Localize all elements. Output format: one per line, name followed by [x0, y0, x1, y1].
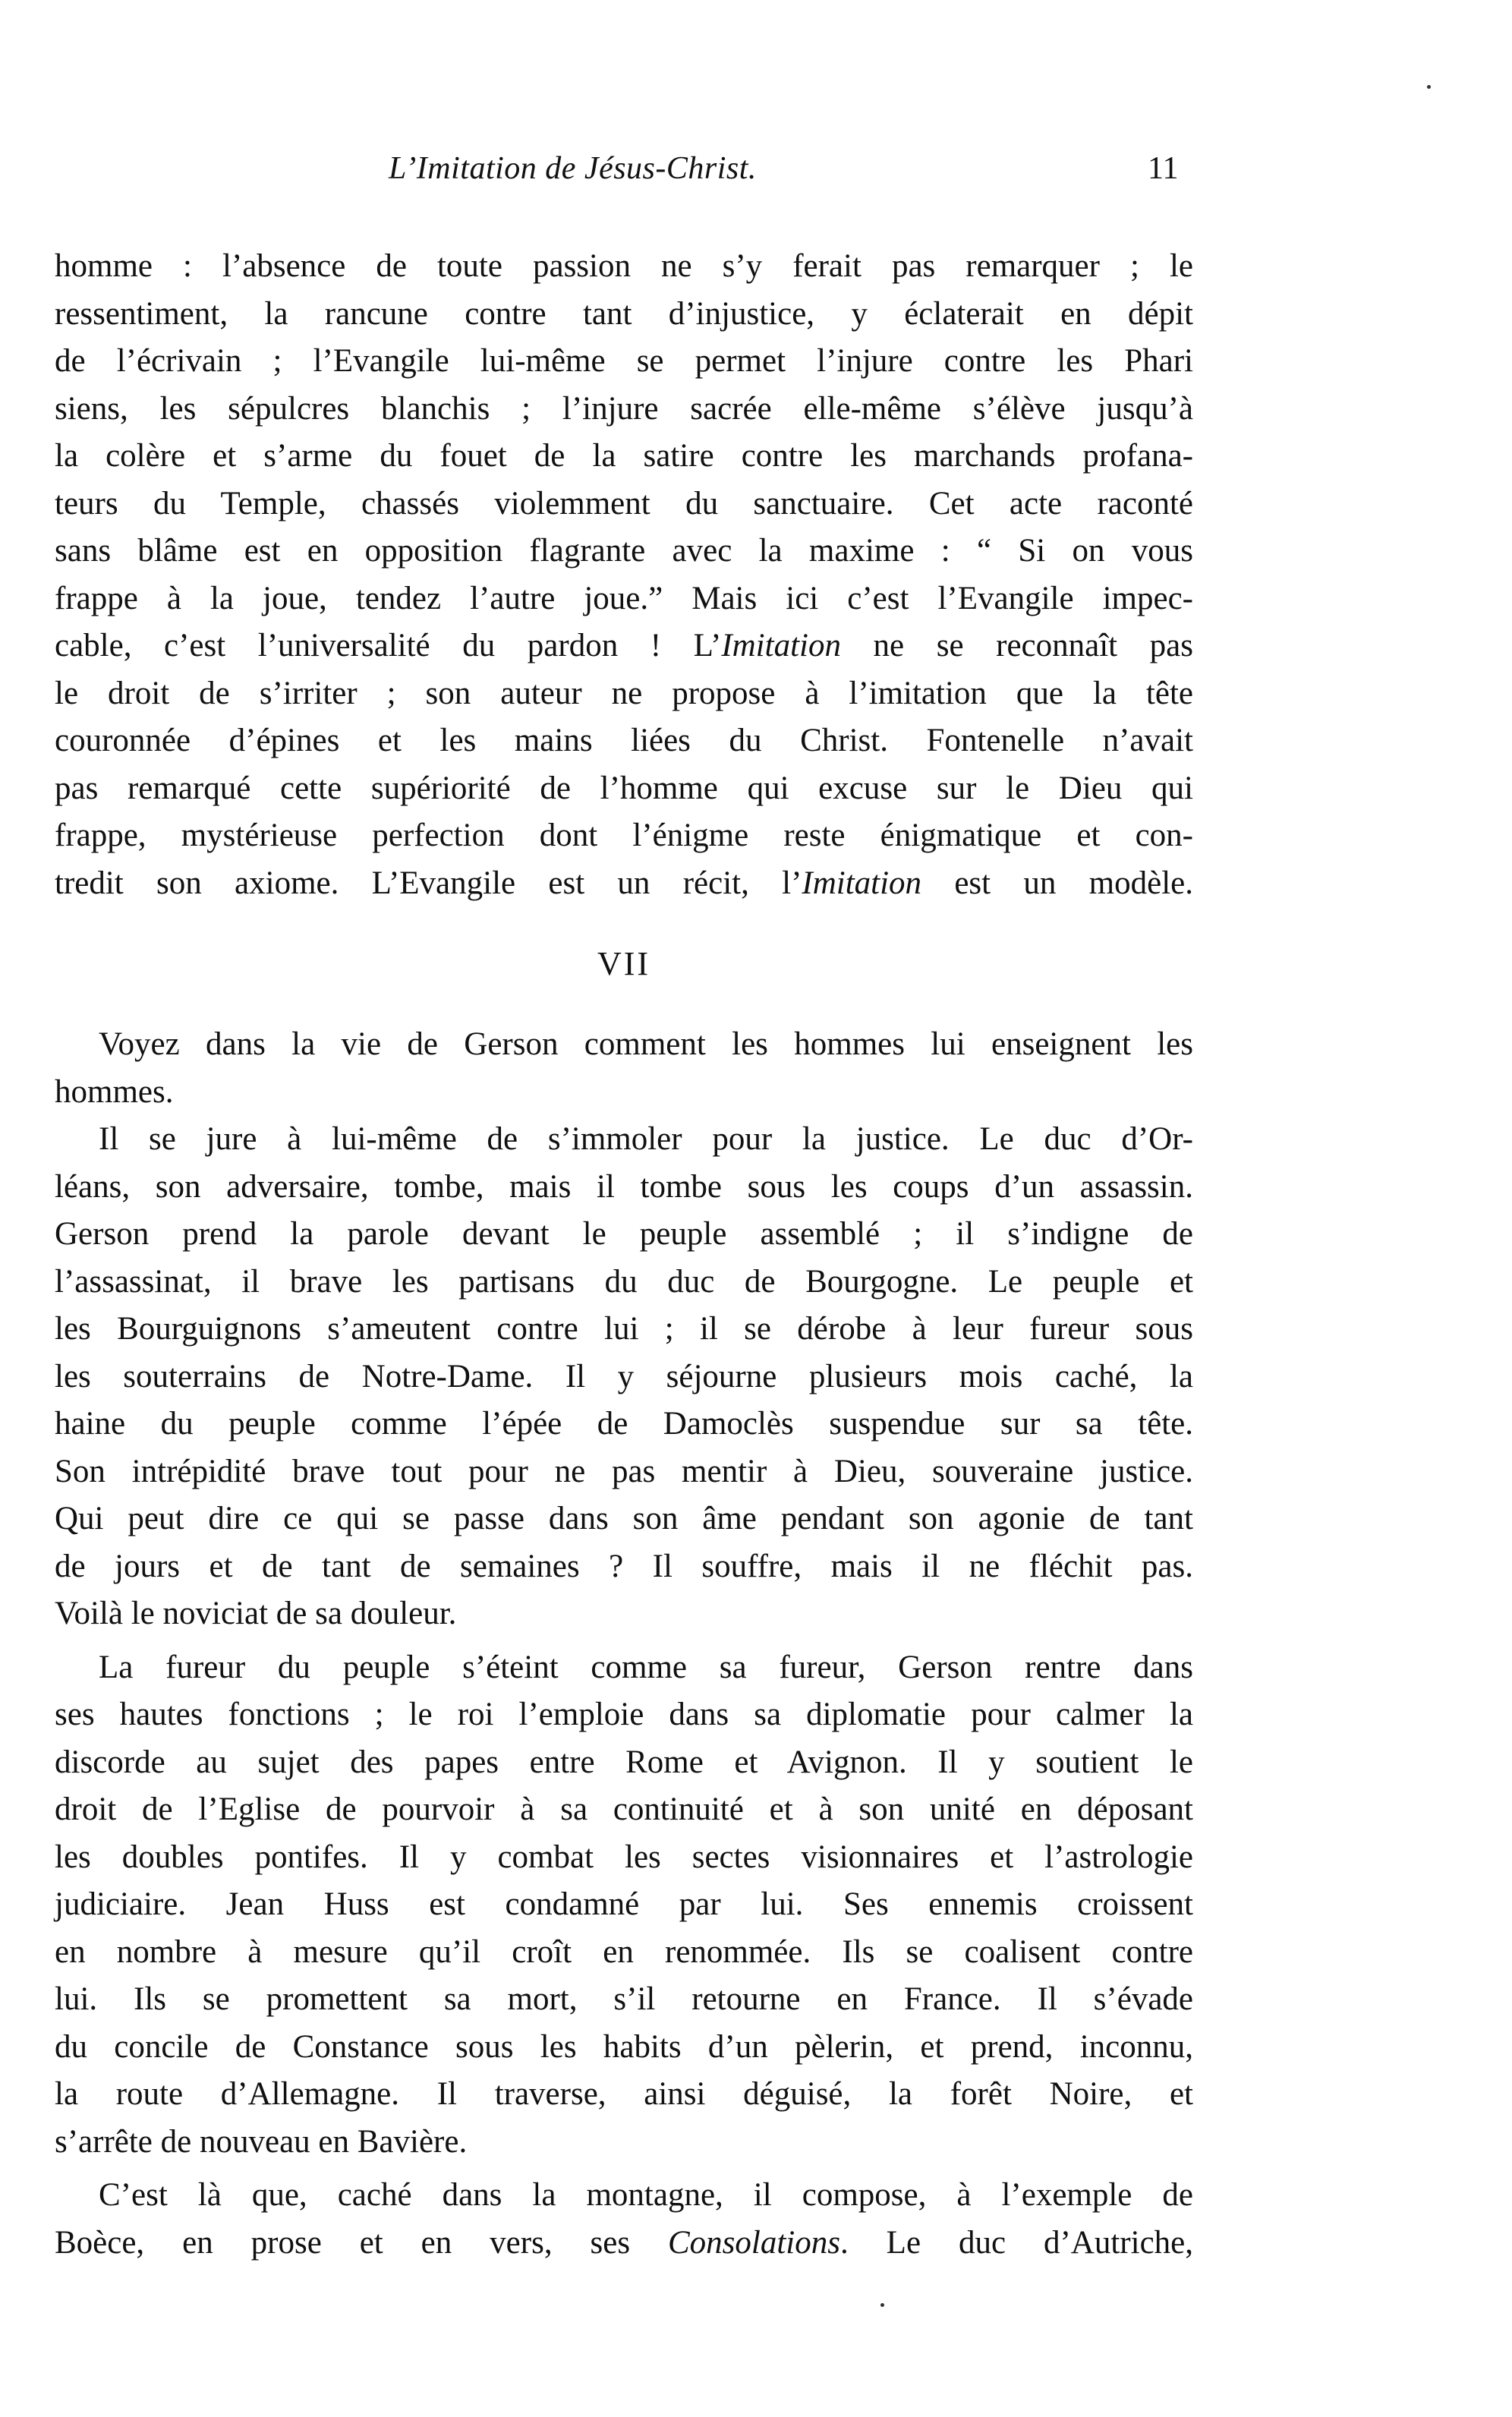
text-line: discorde au sujet des papes entre Rome et Avignon. Il y soutient le — [55, 1744, 1193, 1780]
text-line: Il se jure à lui-même de s’immoler pour la justice. Le duc d’Or- — [99, 1121, 1193, 1157]
text-line: les doubles pontifes. Il y combat les sectes visionnaires et l’astrologie — [55, 1839, 1193, 1875]
text-line: de l’écrivain ; l’Evangile lui-même se permet l’injure contre les Phari — [55, 343, 1193, 379]
page-number: 11 — [1148, 151, 1179, 186]
text-line: La fureur du peuple s’éteint comme sa fureur, Gerson rentre dans — [99, 1649, 1193, 1685]
text-line: le droit de s’irriter ; son auteur ne propose à l’imitation que la tête — [55, 675, 1193, 711]
text-line: tredit son axiome. L’Evangile est un récit, l’Imitation est un modèle. — [55, 865, 1193, 901]
paragraph — [55, 243, 1193, 907]
paragraph — [55, 1116, 1193, 1638]
section-heading: VII — [597, 945, 651, 982]
body-text — [55, 243, 1193, 2267]
text-line: Boèce, en prose et en vers, ses Consolations. Le duc d’Autriche, — [55, 2224, 1193, 2261]
text-line: teurs du Temple, chassés violemment du sanctuaire. Cet acte raconté — [55, 485, 1193, 522]
scan-speck — [1427, 85, 1431, 89]
text-line: les Bourguignons s’ameutent contre lui ; il se dérobe à leur fureur sous — [55, 1311, 1193, 1347]
text-line: s’arrête de nouveau en Bavière. — [55, 2123, 468, 2160]
text-line: hommes. — [55, 1073, 174, 1110]
paragraph — [55, 1021, 1193, 1116]
text-line: cable, c’est l’universalité du pardon ! L’Imitation ne se reconnaît pas — [55, 628, 1193, 663]
text-line: ses hautes fonctions ; le roi l’emploie dans sa diplomatie pour calmer la — [55, 1697, 1193, 1732]
text-line: lui. Ils se promettent sa mort, s’il retourne en France. Il s’évade — [55, 1981, 1193, 2017]
scan-speck — [880, 2303, 884, 2307]
text-line: frappe à la joue, tendez l’autre joue.” Mais ici c’est l’Evangile impec- — [55, 580, 1193, 616]
text-line: siens, les sépulcres blanchis ; l’injure sacrée elle-même s’élève jusqu’à — [55, 390, 1193, 427]
text-line: léans, son adversaire, tombe, mais il tombe sous les coups d’un assassin. — [55, 1168, 1193, 1205]
text-line: frappe, mystérieuse perfection dont l’énigme reste énigmatique et con- — [55, 818, 1193, 853]
text-line: en nombre à mesure qu’il croît en renommée. Ils se coalisent contre — [55, 1933, 1193, 1970]
text-line: du concile de Constance sous les habits d’un pèlerin, et prend, inconnu, — [55, 2028, 1193, 2065]
paragraph-gap — [55, 1638, 1193, 1644]
text-line: l’assassinat, il brave les partisans du duc de Bourgogne. Le peuple et — [55, 1263, 1193, 1300]
text-line: droit de l’Eglise de pourvoir à sa continuité et à son unité en déposant — [55, 1791, 1193, 1827]
text-line: la route d’Allemagne. Il traverse, ainsi déguisé, la forêt Noire, et — [55, 2076, 1193, 2112]
text-line: homme : l’absence de toute passion ne s’y ferait pas remarquer ; le — [55, 248, 1193, 284]
paragraph-gap — [55, 2166, 1193, 2172]
text-line: ressentiment, la rancune contre tant d’injustice, y éclaterait en dépit — [55, 295, 1193, 332]
page-header — [55, 150, 1193, 196]
text-line: la colère et s’arme du fouet de la satire contre les marchands profana- — [55, 438, 1193, 474]
text-line: les souterrains de Notre-Dame. Il y séjourne plusieurs mois caché, la — [55, 1358, 1193, 1394]
text-line: Voilà le noviciat de sa douleur. — [55, 1596, 457, 1631]
text-line: haine du peuple comme l’épée de Damoclès suspendue sur sa tête. — [55, 1406, 1193, 1442]
text-line: pas remarqué cette supériorité de l’homme qui excuse sur le Dieu qui — [55, 770, 1193, 806]
text-line: sans blâme est en opposition flagrante avec la maxime : “ Si on vous — [55, 533, 1193, 569]
text-line: Son intrépidité brave tout pour ne pas mentir à Dieu, souveraine justice. — [55, 1453, 1193, 1489]
text-line: C’est là que, caché dans la montagne, il compose, à l’exemple de — [99, 2177, 1193, 2213]
paragraph — [55, 2172, 1193, 2267]
paragraph — [55, 1644, 1193, 2166]
text-line: Gerson prend la parole devant le peuple assemblé ; il s’indigne de — [55, 1216, 1193, 1252]
text-line: de jours et de tant de semaines ? Il souffre, mais il ne fléchit pas. — [55, 1548, 1193, 1584]
text-line: Voyez dans la vie de Gerson comment les hommes lui enseignent les — [99, 1026, 1193, 1062]
text-line: couronnée d’épines et les mains liées du Christ. Fontenelle n’avait — [55, 723, 1193, 758]
running-title: L’Imitation de Jésus-Christ. — [389, 151, 757, 186]
text-line: Qui peut dire ce qui se passe dans son âme pendant son agonie de tant — [55, 1501, 1193, 1536]
text-line: judiciaire. Jean Huss est condamné par lui. Ses ennemis croissent — [55, 1886, 1193, 1922]
